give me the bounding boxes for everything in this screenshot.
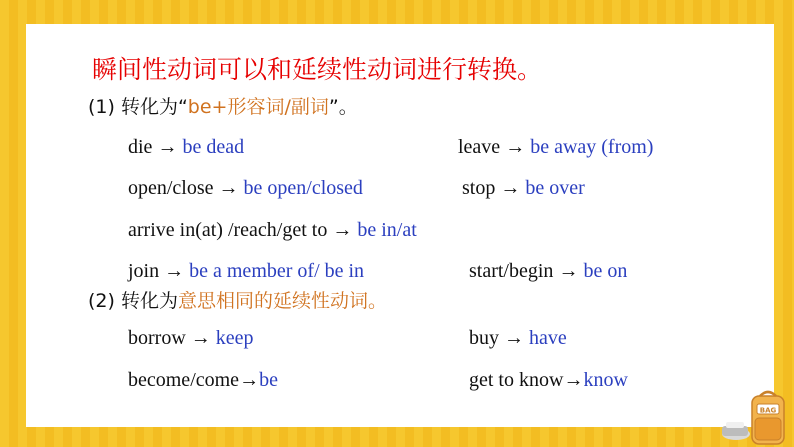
section-2-heading [88,288,387,313]
row-stop [462,176,585,200]
arrow: → [218,177,239,199]
content-card [26,24,774,427]
section-2-highlight: 意思相同的延续性动词。 [177,290,387,312]
section-1-highlight: be+形容词/副词 [187,96,329,118]
arrow: → [157,136,178,158]
arrow: → [332,219,353,241]
target: be open/closed [243,177,363,199]
target: be dead [182,136,245,158]
row-get-to-know [469,368,628,392]
row-join [128,259,364,283]
row-become-come [128,368,278,392]
arrow: → [190,327,211,349]
arrow: → [164,260,185,282]
arrow: → [239,369,260,391]
slide-title: 瞬间性动词可以和延续性动词进行转换。 [92,55,543,84]
target: be on [583,260,628,282]
word: stop [462,177,496,199]
row-leave [458,135,653,159]
school-bag-icon [716,388,792,446]
word: join [128,260,160,282]
word: become/come [128,369,240,391]
section-2-prefix: (2) 转化为 [88,290,178,312]
arrow: → [558,260,579,282]
word: arrive in(at) /reach/get to [128,219,328,241]
target: keep [215,327,254,349]
word: leave [458,136,501,158]
bag-label: BAG [759,406,777,415]
section-1-prefix: (1) 转化为“ [88,96,188,118]
target: be away (from) [530,136,654,158]
arrow: → [504,327,524,349]
target: be over [525,177,585,199]
word: start/begin [469,260,554,282]
arrow: → [563,369,584,391]
row-arrive [128,218,417,242]
target: be in/at [357,219,417,241]
word: open/close [128,177,214,199]
target: have [529,327,567,349]
target: know [583,369,628,391]
row-buy [469,326,567,350]
row-start-begin [469,259,627,283]
row-borrow [128,326,254,350]
arrow: → [505,136,526,158]
section-1-suffix: ”。 [328,96,358,118]
word: borrow [128,327,186,349]
word: die [128,136,153,158]
word: buy [469,327,499,349]
arrow: → [500,177,521,199]
target: be a member of/ be in [189,260,365,282]
row-die [128,135,244,159]
word: get to know [469,369,564,391]
row-open-close [128,176,363,200]
target: be [259,369,278,391]
section-1-heading [88,94,358,119]
